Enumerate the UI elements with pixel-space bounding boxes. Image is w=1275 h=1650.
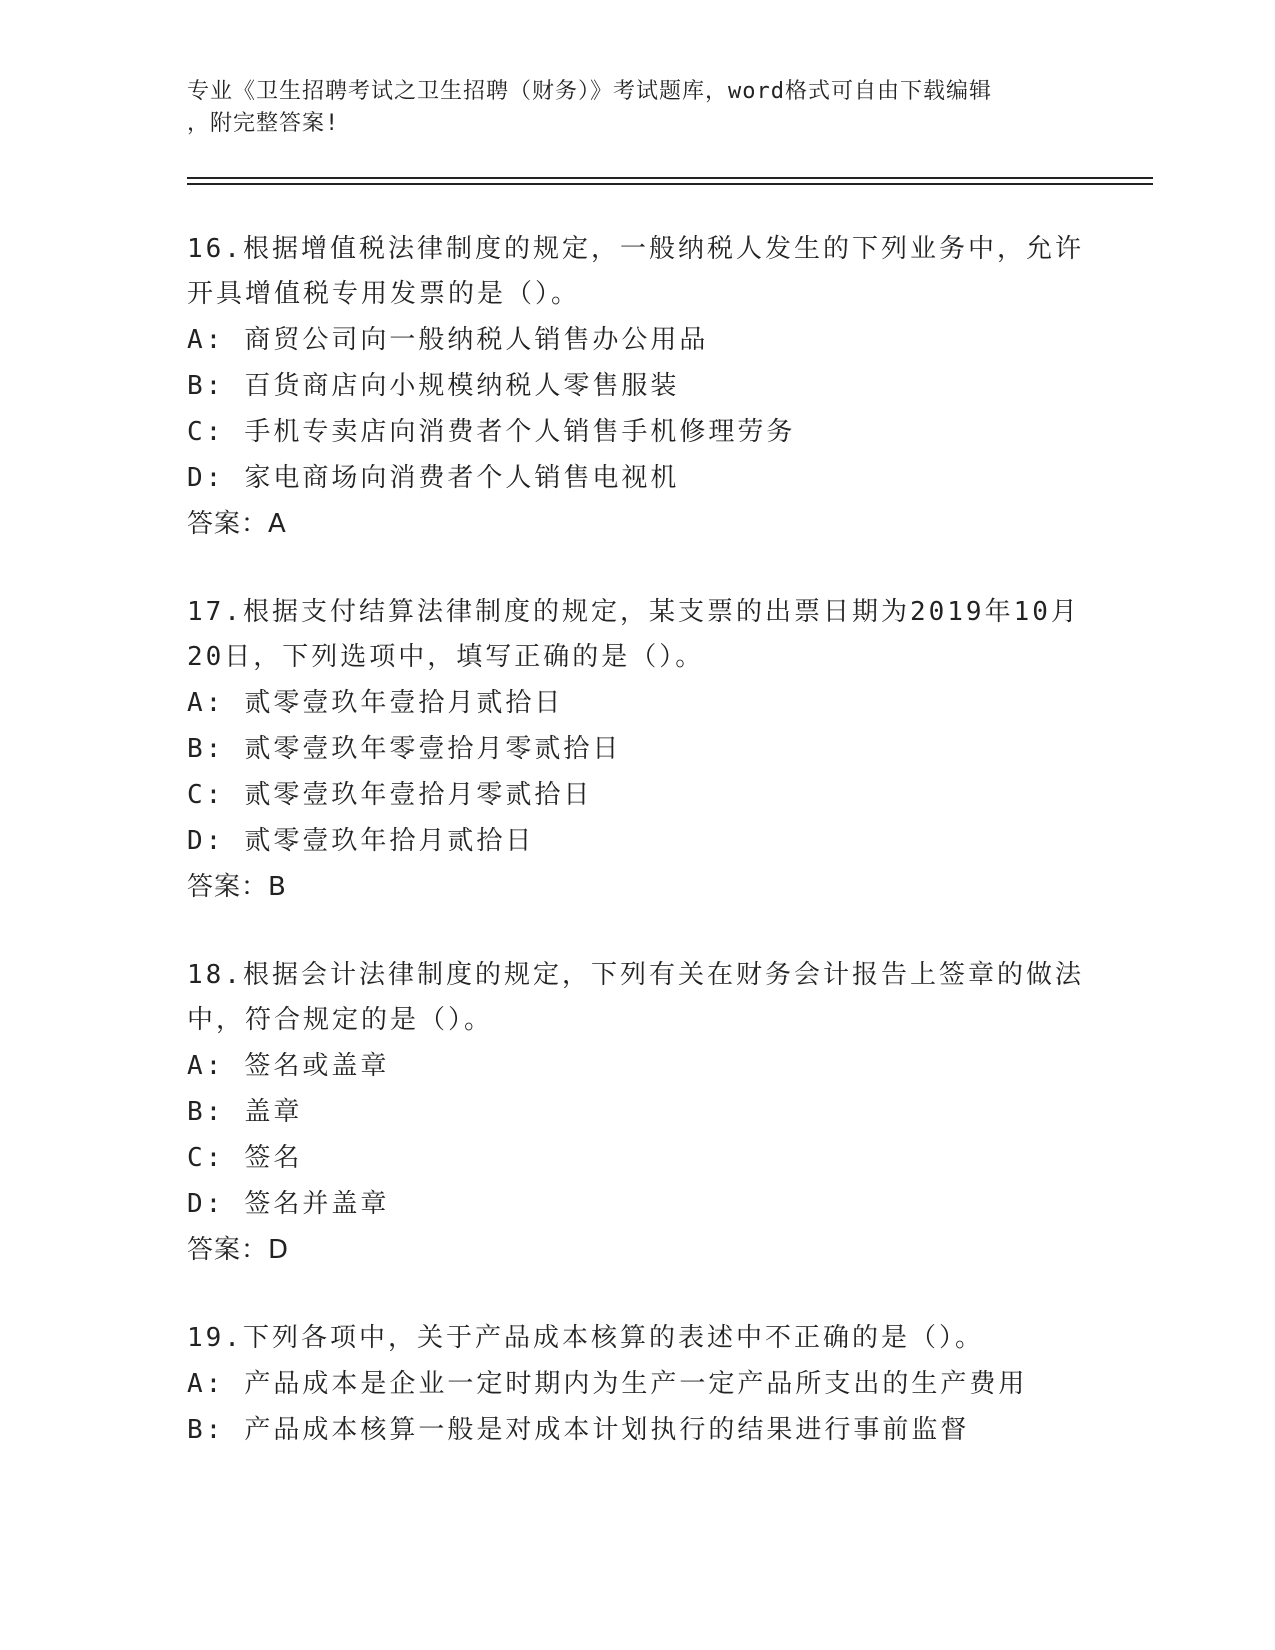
header-divider-top <box>187 177 1153 179</box>
option-a <box>187 317 1087 363</box>
option-letter: A: <box>187 1369 225 1399</box>
option-a <box>187 680 1087 726</box>
option-a <box>187 1043 1087 1089</box>
option-text: 签名 <box>244 1143 303 1173</box>
option-text: 贰零壹玖年壹拾月贰拾日 <box>244 688 564 718</box>
question-stem-line: 16.根据增值税法律制度的规定，一般纳税人发生的下列业务中，允许 <box>187 234 1084 264</box>
option-d <box>187 1181 1087 1227</box>
question-16 <box>187 227 1087 547</box>
question-stem <box>187 1316 1087 1361</box>
option-text: 盖章 <box>244 1097 303 1127</box>
header-line-1: 专业《卫生招聘考试之卫生招聘（财务）》考试题库，word格式可自由下载编辑 <box>187 79 992 104</box>
option-text: 贰零壹玖年拾月贰拾日 <box>244 826 535 856</box>
question-stem-line: 19.下列各项中，关于产品成本核算的表述中不正确的是（）。 <box>187 1323 984 1353</box>
option-text: 商贸公司向一般纳税人销售办公用品 <box>244 325 709 355</box>
option-text: 签名并盖章 <box>244 1189 390 1219</box>
option-b <box>187 1407 1087 1453</box>
option-b <box>187 1089 1087 1135</box>
option-letter: B: <box>187 1097 225 1127</box>
option-text: 家电商场向消费者个人销售电视机 <box>244 463 680 493</box>
question-stem-line: 20日，下列选项中，填写正确的是（）。 <box>187 642 705 672</box>
option-c <box>187 772 1087 818</box>
question-stem-line: 18.根据会计法律制度的规定，下列有关在财务会计报告上签章的做法 <box>187 960 1084 990</box>
option-letter: D: <box>187 826 225 856</box>
option-letter: A: <box>187 325 225 355</box>
option-d <box>187 818 1087 864</box>
option-letter: C: <box>187 1143 225 1173</box>
header-divider-bottom <box>187 183 1153 185</box>
question-stem <box>187 953 1087 1043</box>
option-text: 手机专卖店向消费者个人销售手机修理劳务 <box>244 417 796 447</box>
question-stem-line: 17.根据支付结算法律制度的规定，某支票的出票日期为2019年10月 <box>187 597 1080 627</box>
question-stem <box>187 590 1087 680</box>
option-letter: B: <box>187 371 225 401</box>
document-header <box>187 76 1067 140</box>
question-17 <box>187 590 1087 910</box>
option-letter: D: <box>187 463 225 493</box>
option-text: 贰零壹玖年壹拾月零贰拾日 <box>244 780 593 810</box>
option-a <box>187 1361 1087 1407</box>
question-18 <box>187 953 1087 1273</box>
option-c <box>187 1135 1087 1181</box>
option-b <box>187 726 1087 772</box>
option-c <box>187 409 1087 455</box>
option-letter: B: <box>187 734 225 764</box>
option-b <box>187 363 1087 409</box>
option-d <box>187 455 1087 501</box>
option-letter: C: <box>187 417 225 447</box>
option-text: 产品成本核算一般是对成本计划执行的结果进行事前监督 <box>244 1415 970 1445</box>
header-line-2: ，附完整答案! <box>187 111 340 136</box>
question-stem <box>187 227 1087 317</box>
answer-line: 答案：A <box>187 509 287 539</box>
question-stem-line: 开具增值税专用发票的是（）。 <box>187 279 581 309</box>
question-stem-line: 中，符合规定的是（）。 <box>187 1005 494 1035</box>
option-text: 贰零壹玖年零壹拾月零贰拾日 <box>244 734 622 764</box>
option-letter: A: <box>187 1051 225 1081</box>
question-19 <box>187 1316 1087 1453</box>
option-text: 产品成本是企业一定时期内为生产一定产品所支出的生产费用 <box>244 1369 1028 1399</box>
answer-line: 答案：D <box>187 1235 290 1265</box>
option-letter: B: <box>187 1415 225 1445</box>
option-letter: C: <box>187 780 225 810</box>
option-text: 签名或盖章 <box>244 1051 390 1081</box>
option-letter: A: <box>187 688 225 718</box>
option-letter: D: <box>187 1189 225 1219</box>
option-text: 百货商店向小规模纳税人零售服装 <box>244 371 680 401</box>
answer-line: 答案：B <box>187 872 287 902</box>
